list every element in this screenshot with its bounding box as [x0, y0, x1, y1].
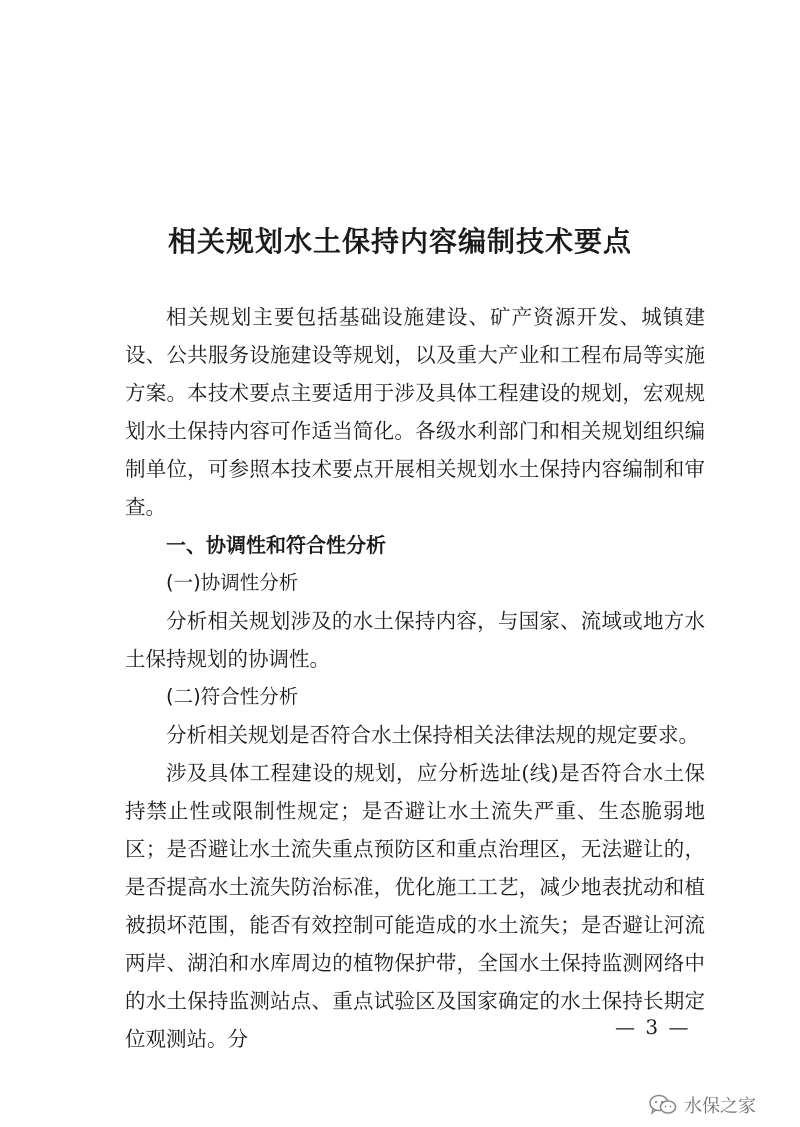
subsection-heading-compliance: (二)符合性分析	[166, 685, 299, 708]
page-number: — 3 —	[615, 1015, 691, 1039]
compliance-paragraph-1: 分析相关规划是否符合水土保持相关法律法规的规定要求。	[166, 723, 699, 747]
intro-paragraph: 相关规划主要包括基础设施建设、矿产资源开发、城镇建设、公共服务设施建设等规划，以及重大产业和工程布局等实施方案。本技术要点主要适用于涉及具体工程建设的规划，宏观规划水土保持内容可作适当简化。各级水利部门和相关规划组织编制单位，可参照本技术要点开展相关规划水土保持内容编制和审查。	[125, 305, 705, 519]
subsection-heading-coordination: (一)协调性分析	[166, 571, 299, 594]
wechat-icon	[648, 1094, 678, 1116]
coordination-paragraph: 分析相关规划涉及的水土保持内容，与国家、流域或地方水土保持规划的协调性。	[125, 609, 705, 671]
section-heading-1: 一、协调性和符合性分析	[166, 533, 386, 557]
watermark	[648, 1092, 756, 1118]
document-body	[125, 298, 705, 1058]
watermark-text: 水保之家	[684, 1096, 756, 1117]
document-title: 相关规划水土保持内容编制技术要点	[167, 225, 632, 258]
compliance-paragraph-2: 涉及具体工程建设的规划，应分析选址(线)是否符合水土保持禁止性或限制性规定；是否避让水土流失严重、生态脆弱地区；是否避让水土流失重点预防区和重点治理区，无法避让的，是否提高水土流失防治标准，优化施工工艺，减少地表扰动和植被损坏范围，能否有效控制可能造成的水土流失；是否避让河流两岸、湖泊和水库周边的植物保护带，全国水土保持监测网络中的水土保持监测站点、重点试验区及国家确定的水土保持长期定位观测站。分	[125, 761, 705, 1051]
